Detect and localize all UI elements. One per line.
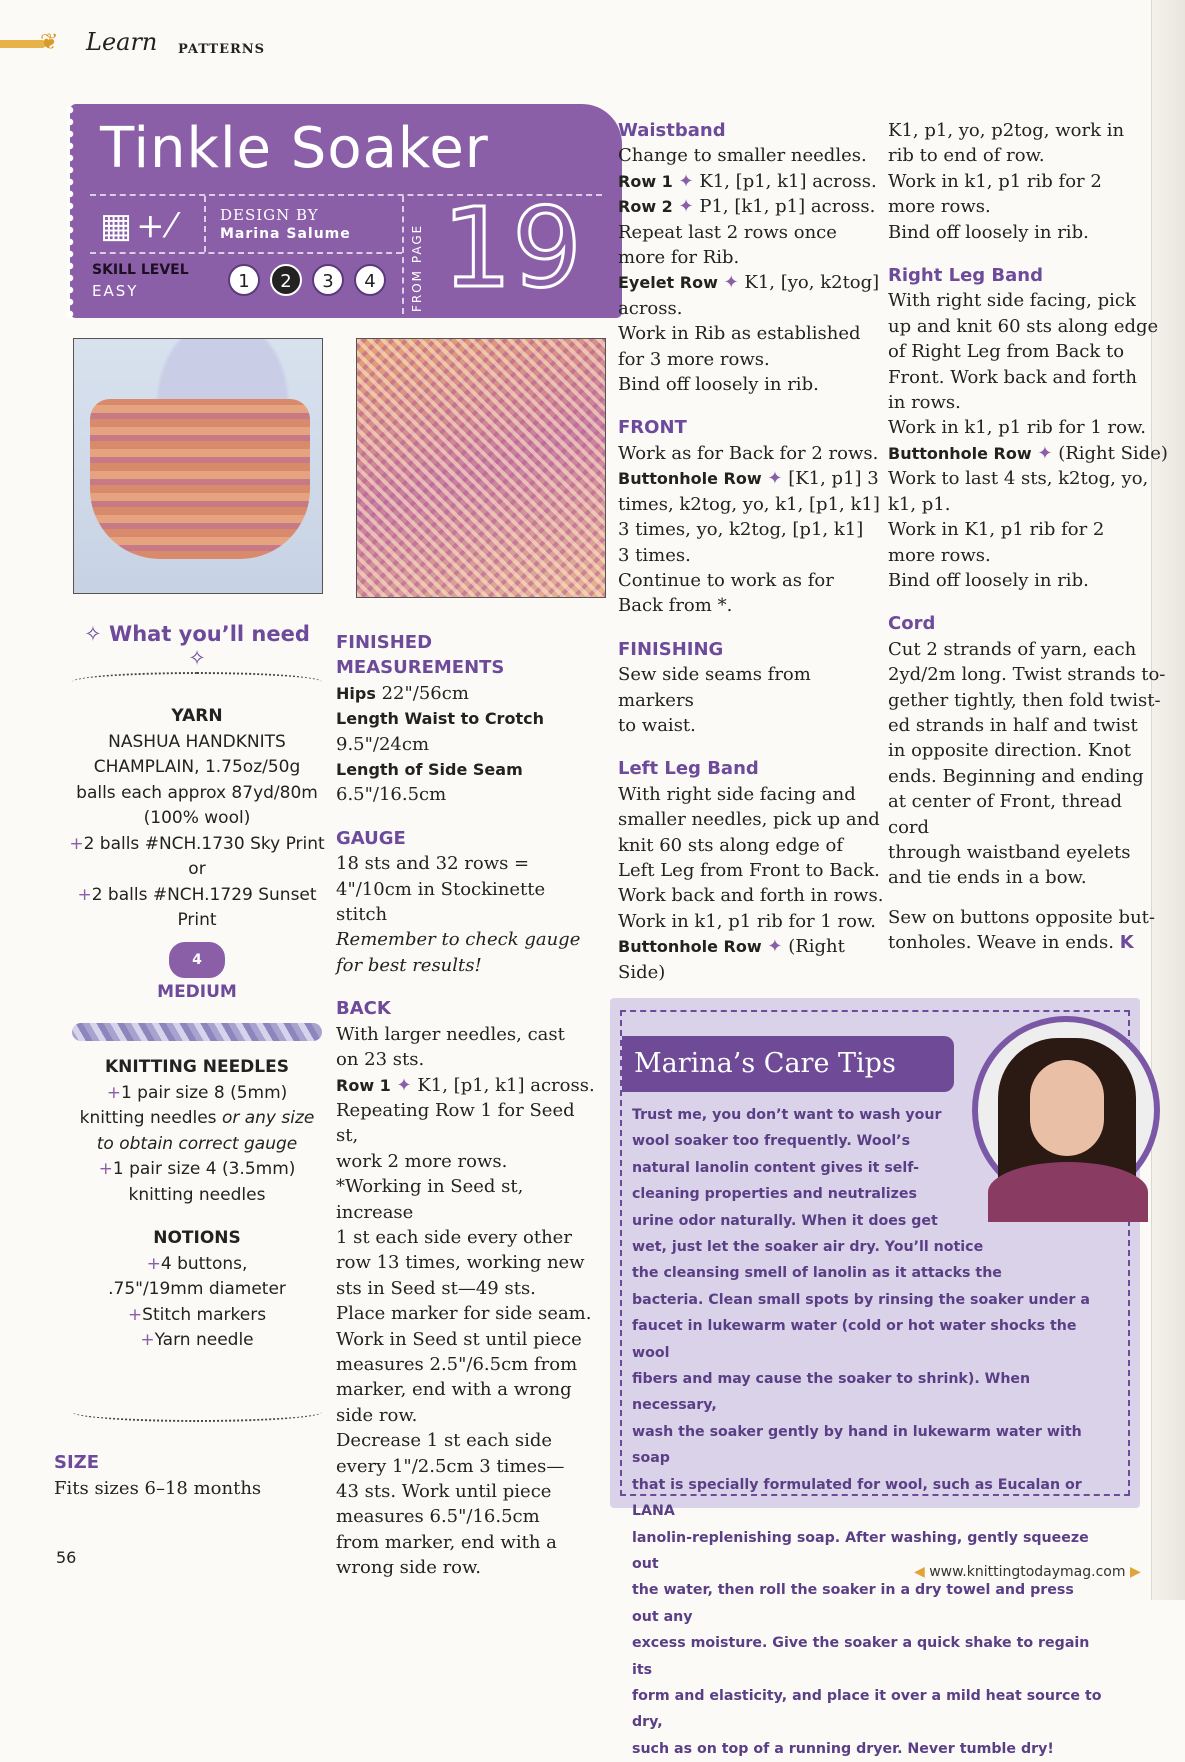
yarn-option [62,883,332,909]
row-text: (Right Side) [618,936,845,983]
notions-text: Yarn needle [154,1330,254,1350]
text-line: rib to end of row. [888,145,1045,167]
finished-measurements-heading: FINISHED MEASUREMENTS [336,632,505,679]
text-line: Bind off loosely in rib. [888,569,1089,591]
text-line: Bind off loosely in rib. [888,221,1089,243]
row-label: Buttonhole Row [888,443,1032,463]
text-line: Work back and forth in rows. [618,885,884,907]
yarn-line: balls each approx 87yd/80m [76,782,318,803]
sparkle-icon: ✧ [84,622,110,646]
yarn-line: NASHUA HANDKNITS [108,731,286,752]
site-url[interactable] [914,1564,1141,1580]
swirl-icon: ❦ [40,30,59,55]
text-line: Work in Rib as established [618,323,861,345]
plus-icon: ✦ [672,196,694,218]
row-label: Buttonhole Row [618,469,762,489]
plus-icon: ✦ [390,1074,412,1096]
text-line: in rows. [888,392,961,414]
instructions-column-3 [618,118,888,985]
needs-heading [72,622,322,670]
needles-text: 1 pair size 4 (3.5mm) [112,1159,296,1179]
row-text: K1, [yo, k2tog] [738,272,880,294]
text-line: *Working in Seed st, increase [336,1176,524,1223]
tip-line: the water, then roll the soaker in a dry towel and press out any [632,1582,1074,1625]
row-line [618,194,888,219]
yarn-weight-icon: 4 [169,942,225,978]
needles-text: or any size [221,1108,315,1128]
front-heading: FRONT [618,417,687,439]
text-line: Left Leg from Front to Back. [618,859,880,881]
text-line: sts in Seed st—49 sts. [336,1277,536,1299]
page-number: 56 [56,1548,77,1567]
banner-divider [90,252,402,254]
left-leg-band-heading: Left Leg Band [618,758,759,780]
text-line: Work in k1, p1 rib for 1 row. [888,417,1146,439]
measurement-line [336,681,598,706]
text-line: at center of Front, thread cord [888,791,1122,838]
tip-line: excess moisture. Give the soaker a quick shake to regain its [632,1635,1090,1678]
row-label: Row 1 [336,1075,391,1095]
tip-line: lanolin-replenishing soap. After washing, gently squeeze out [632,1529,1089,1572]
brace-bottom [72,1402,322,1422]
size-text: Fits sizes 6–18 months [54,1478,262,1499]
needles-text: to obtain correct gauge [96,1133,298,1154]
text-line: Work in k1, p1 rib for 1 row. [618,910,876,932]
notions-text: 4 buttons, [160,1253,248,1274]
text-line: Change to smaller needles. [618,145,867,167]
row-label: Buttonhole Row [618,937,762,957]
right-leg-band-heading: Right Leg Band [888,265,1043,287]
text-line: for 3 more rows. [618,348,770,370]
instructions-column-4 [888,118,1168,956]
row-line [888,441,1168,466]
tip-line: the cleansing smell of lanolin as it attacks the [632,1265,1002,1282]
skill-level-value: EASY [92,282,139,300]
tip-line: fibers and may cause the soaker to shrink). When necessary, [632,1371,1031,1414]
notions-line [62,1328,332,1354]
tip-line: such as on top of a running dryer. Never tumble dry! [632,1740,1054,1757]
design-by-label: DESIGN BY [220,206,319,224]
plus-icon: + [98,1159,113,1179]
soaker-photo [73,338,323,594]
tip-line: Trust me, you don’t want to wash your [632,1107,942,1123]
stitch-closeup-photo [356,338,606,598]
text-line: side row. [336,1404,418,1426]
needles-line [62,1106,332,1132]
needles-text: knitting needles [79,1108,222,1128]
text-line: smaller needles, pick up and [618,809,880,831]
text-line: Work in k1, p1 rib for 2 [888,170,1102,192]
row-text: (Right Side) [1052,442,1168,464]
text-line: Sew side seams from markers [618,664,811,711]
text-line: ed strands in half and twist [888,714,1138,736]
text-line: through waistband eyelets [888,841,1131,863]
yarn-line: CHAMPLAIN, 1.75oz/50g [93,757,301,777]
measurement-value: 6.5"/16.5cm [336,784,447,806]
text-line: With larger needles, cast [336,1023,565,1045]
skill-dot: 1 [228,264,260,296]
site-url-link[interactable]: www.knittingtodaymag.com [929,1564,1126,1580]
tip-line: wash the soaker gently by hand in lukewarm water with soap [632,1423,1082,1467]
designer-name: Marina Salume [220,226,351,242]
text-line: and tie ends in a bow. [888,867,1087,889]
row-label: Eyelet Row [618,273,718,293]
instructions-column-2 [336,630,598,1581]
arrow-right-icon: ▶ [1125,1564,1141,1580]
skill-dot-active: 2 [270,264,302,296]
row-text: [K1, p1] 3 [782,468,879,490]
text-line: Work in K1, p1 rib for 2 [888,519,1105,541]
measurement-value: 22"/56cm [375,682,469,704]
yarn-option-text: Print [177,910,217,930]
notions-text: .75"/19mm diameter [108,1279,286,1299]
yarn-line: (100% wool) [143,808,251,828]
notions-line [62,1252,332,1278]
gauge-line: for best results! [336,954,482,976]
text-line: 43 sts. Work until piece [336,1481,552,1502]
text-line-part: tonholes. Weave in ends. [888,932,1114,954]
tip-line: that is specially formulated for wool, such as Eucalan or LANA [632,1476,1082,1520]
plus-icon: ✦ [672,170,694,192]
text-line: 3 times. [618,544,691,566]
plus-icon: + [140,1330,155,1350]
row-line [618,169,888,194]
text-line: Sew on buttons opposite but- [888,906,1155,928]
size-heading: SIZE [54,1452,100,1473]
text-line: 3 times, yo, k2tog, [p1, k1] [618,519,864,541]
plus-icon: + [127,1304,143,1325]
needles-line [62,1157,332,1183]
text-line: Work to last 4 sts, k2tog, yo, [888,468,1149,490]
text-line: gether tightly, then fold twist- [888,689,1161,711]
from-page-label: FROM PAGE [410,223,424,312]
needs-heading-text: What you’ll need [109,622,310,646]
cord-heading: Cord [888,613,936,635]
tip-line: form and elasticity, and place it over a mild heat source to dry, [632,1687,1102,1731]
row-line [336,1073,598,1098]
tip-line: cleaning properties and neutralizes [632,1186,917,1203]
section-subtitle: PATTERNS [178,42,266,57]
yarn-option-text: 2 balls #NCH.1729 Sunset [91,884,317,905]
section-title: Learn [86,28,158,56]
text-line: Bind off loosely in rib. [618,374,819,396]
sparkle-icon: ✧ [188,646,206,670]
tip-line: bacteria. Clean small spots by rinsing the soaker under a [632,1291,1090,1308]
row-line [618,466,888,491]
pattern-title: Tinkle Soaker [100,116,489,181]
needles-heading: KNITTING NEEDLES [105,1057,289,1077]
skill-dot: 3 [312,264,344,296]
text-line: row 13 times, working new [336,1252,585,1274]
text-line: Back from *. [618,595,733,617]
measurement-label: Length of Side Seam [336,760,523,780]
plus-icon: + [146,1253,161,1274]
back-heading: BACK [336,998,391,1020]
yarn-option [62,832,332,858]
text-line: work 2 more rows. [336,1150,508,1172]
text-line: 1 st each side every other [336,1226,572,1248]
spacer [888,891,1168,905]
text-line: Front. Work back and forth [888,366,1138,388]
text-line: in opposite direction. Knot [888,740,1131,762]
row-text: K1, [p1, k1] across. [411,1074,595,1096]
text-line: on 23 sts. [336,1049,425,1071]
arrow-left-icon: ◀ [914,1564,930,1580]
plus-icon: ✦ [761,936,783,958]
care-tips-title: Marina’s Care Tips [622,1036,954,1092]
plus-icon: ✦ [717,272,739,294]
text-line: Repeating Row 1 for Seed st, [336,1099,575,1147]
text-line: of Right Leg from Back to [888,341,1125,363]
text-line: ends. Beginning and ending [888,765,1144,787]
plus-icon: ✦ [761,468,783,490]
end-mark-icon: K [1119,932,1134,954]
waistband-heading: Waistband [618,120,726,141]
text-line: Place marker for side seam. [336,1303,592,1325]
from-page-number: 19 [442,184,582,312]
text-line: With right side facing, pick [888,290,1136,312]
yarn-weight: MEDIUM [157,981,237,1002]
tip-line: wool soaker too frequently. Wool’s [632,1133,911,1150]
yarn-strand-image [72,1023,322,1041]
tip-line: wet, just let the soaker air dry. You’ll notice [632,1239,984,1256]
gauge-line: 4"/10cm in Stockinette stitch [336,878,546,926]
text-line: across. [618,297,683,319]
text-line: more rows. [888,544,991,566]
text-line: K1, p1, yo, p2tog, work in [888,120,1125,141]
text-line: to waist. [618,714,696,736]
text-line: measures 6.5"/16.5cm [336,1506,540,1528]
text-line: times, k2tog, yo, k1, [p1, k1] [618,493,880,515]
text-line: knit 60 sts along edge of [618,834,843,856]
row-label: Row 1 [618,171,673,191]
soaker-garment [90,399,310,559]
text-line: 2yd/2m long. Twist strands to- [888,664,1166,686]
needles-text: knitting needles [128,1184,266,1205]
plus-icon: + [77,884,92,905]
skill-dot: 4 [354,264,386,296]
gauge-line: 18 sts and 32 rows = [336,853,530,875]
spiral-binding-icon [64,104,76,318]
yarn-heading: YARN [171,706,223,726]
text-line: marker, end with a wrong [336,1379,572,1401]
gauge-line: Remember to check gauge [336,929,581,951]
yarn-or: or [188,859,206,879]
text-line: Work as for Back for 2 rows. [618,442,879,464]
needles-text: 1 pair size 8 (5mm) [120,1082,288,1103]
text-line: every 1"/2.5cm 3 times— [336,1455,565,1477]
measurement-value: 9.5"/24cm [336,733,430,755]
yarn-option-text: 2 balls #NCH.1730 Sky Print [83,833,325,854]
text-line: wrong side row. [336,1557,482,1579]
plus-icon: + [69,833,84,854]
row-label: Row 2 [618,197,673,217]
needles-line [62,1081,332,1107]
banner-divider [204,196,206,252]
tip-line: urine odor naturally. When it does get [632,1212,938,1229]
text-line [888,930,1168,955]
row-text: P1, [k1, p1] across. [693,196,876,218]
materials-list [62,704,332,1354]
text-line: With right side facing and [618,783,856,805]
plus-icon: + [106,1082,121,1103]
text-line: k1, p1. [888,493,951,515]
title-banner [70,104,622,318]
brace-top [72,672,322,692]
text-line: Continue to work as for [618,569,834,591]
tip-line: faucet in lukewarm water (cold or hot water shocks the wool [632,1318,1077,1361]
gauge-heading: GAUGE [336,827,406,849]
text-line: from marker, end with a [336,1531,557,1553]
text-line: more rows. [888,196,991,218]
row-line [618,270,888,295]
text-line: Repeat last 2 rows once [618,221,837,243]
text-line: more for Rib. [618,247,740,269]
care-tips-body [632,1102,1102,1762]
finishing-heading: FINISHING [618,638,724,660]
text-line: Cut 2 strands of yarn, each [888,638,1137,660]
notions-text: Stitch markers [142,1304,267,1325]
measurement-label: Length Waist to Crotch [336,709,544,729]
measurement-label: Hips [336,683,376,703]
text-line: up and knit 60 sts along edge [888,315,1159,337]
notions-heading: NOTIONS [153,1228,241,1248]
skill-level-indicator [228,264,386,296]
notions-line [62,1303,332,1329]
row-text: K1, [p1, k1] across. [693,170,877,192]
text-line: Work in Seed st until piece [336,1328,582,1350]
spacer [62,1208,332,1226]
plus-icon: ✦ [1031,442,1053,464]
text-line: Decrease 1 st each side [336,1430,553,1452]
row-line [618,934,888,985]
banner-divider [402,196,404,314]
text-line: measures 2.5"/6.5cm from [336,1353,578,1375]
knitting-needles-icon: ▦+⁄ [100,206,179,246]
skill-level-label: SKILL LEVEL [92,262,189,278]
tip-line: natural lanolin content gives it self- [632,1159,920,1176]
